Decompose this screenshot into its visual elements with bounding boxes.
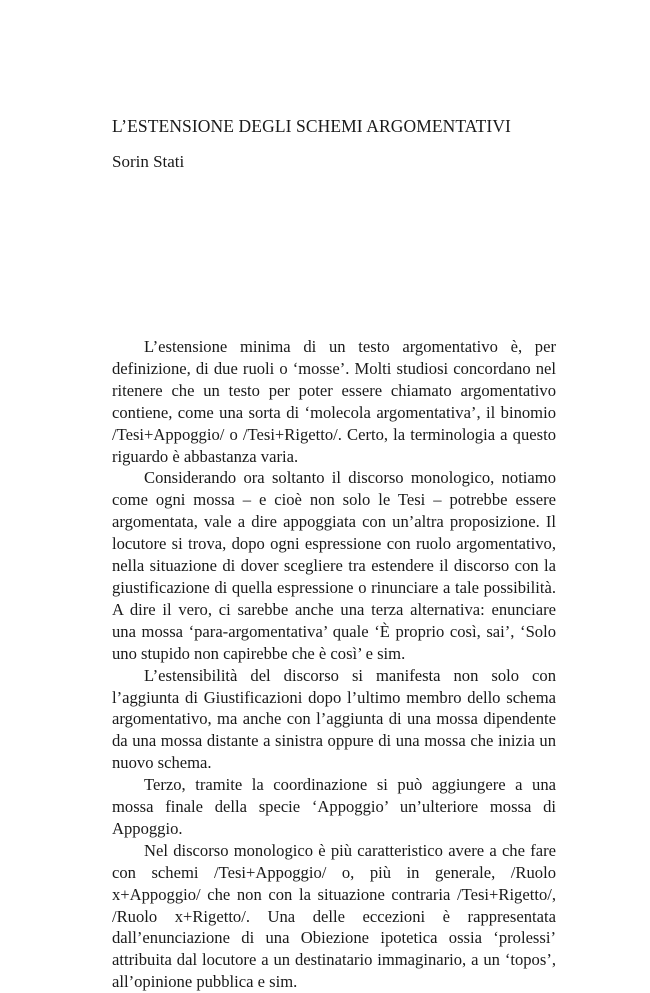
paragraph-2: Considerando ora soltanto il discorso monologico, notiamo come ogni mossa – e cioè non solo le Tesi – potrebbe essere argomentata, vale a dire appoggiata con un’altra proposizione. Il locutore si trova, dopo ogni espressione con ruolo argomentativo, nella situazione di dover scegliere tra estendere il discorso con la giustificazione di quella espressione o rinunciare a tale possibilità. A dire il vero, ci sarebbe anche una terza alternativa: enunciare una mossa ‘para-argomentativa’ quale ‘È proprio così, sai’, ‘Solo uno stupido non capirebbe che è così’ e sim. bbox=[112, 468, 556, 663]
paragraph-4: Terzo, tramite la coordinazione si può aggiungere a una mossa finale della specie ‘Appoggio’ un’ulteriore mossa di Appoggio. bbox=[112, 775, 556, 838]
paragraph-1: L’estensione minima di un testo argomentativo è, per definizione, di due ruoli o ‘mosse’. Molti studiosi concordano nel ritenere che un testo per poter essere chiamato argomentativo contiene, come una sorta di ‘molecola argomentativa’, il binomio /Tesi+Appoggio/ o /Tesi+Rigetto/. Certo, la terminologia a questo riguardo è abbastanza varia. bbox=[112, 337, 556, 466]
paragraph-5: Nel discorso monologico è più caratteristico avere a che fare con schemi /Tesi+Appoggio/ o, più in generale, /Ruolo x+Appoggio/ che non con la situazione contraria /Tesi+Rigetto/, /Ruolo x+Rigetto/. Una delle eccezioni è rappresentata dall’enunciazione di una Obiezione ipotetica ossia ‘prolessi’ attribuita dal locutore a un destinatario immaginario, a un ‘topos’, all’opinione pubblica e sim. bbox=[112, 840, 556, 992]
author-name: Sorin Stati bbox=[112, 152, 185, 171]
body-text bbox=[112, 336, 556, 993]
paragraph-3: L’estensibilità del discorso si manifesta non solo con l’aggiunta di Giustificazioni dopo l’ultimo membro dello schema argomentativo, ma anche con l’aggiunta di una mossa dipendente da una mossa distante a sinistra oppure di una mossa che inizia un nuovo schema. bbox=[112, 665, 556, 773]
chapter-title: L’ESTENSIONE DEGLI SCHEMI ARGOMENTATIVI bbox=[112, 116, 511, 136]
